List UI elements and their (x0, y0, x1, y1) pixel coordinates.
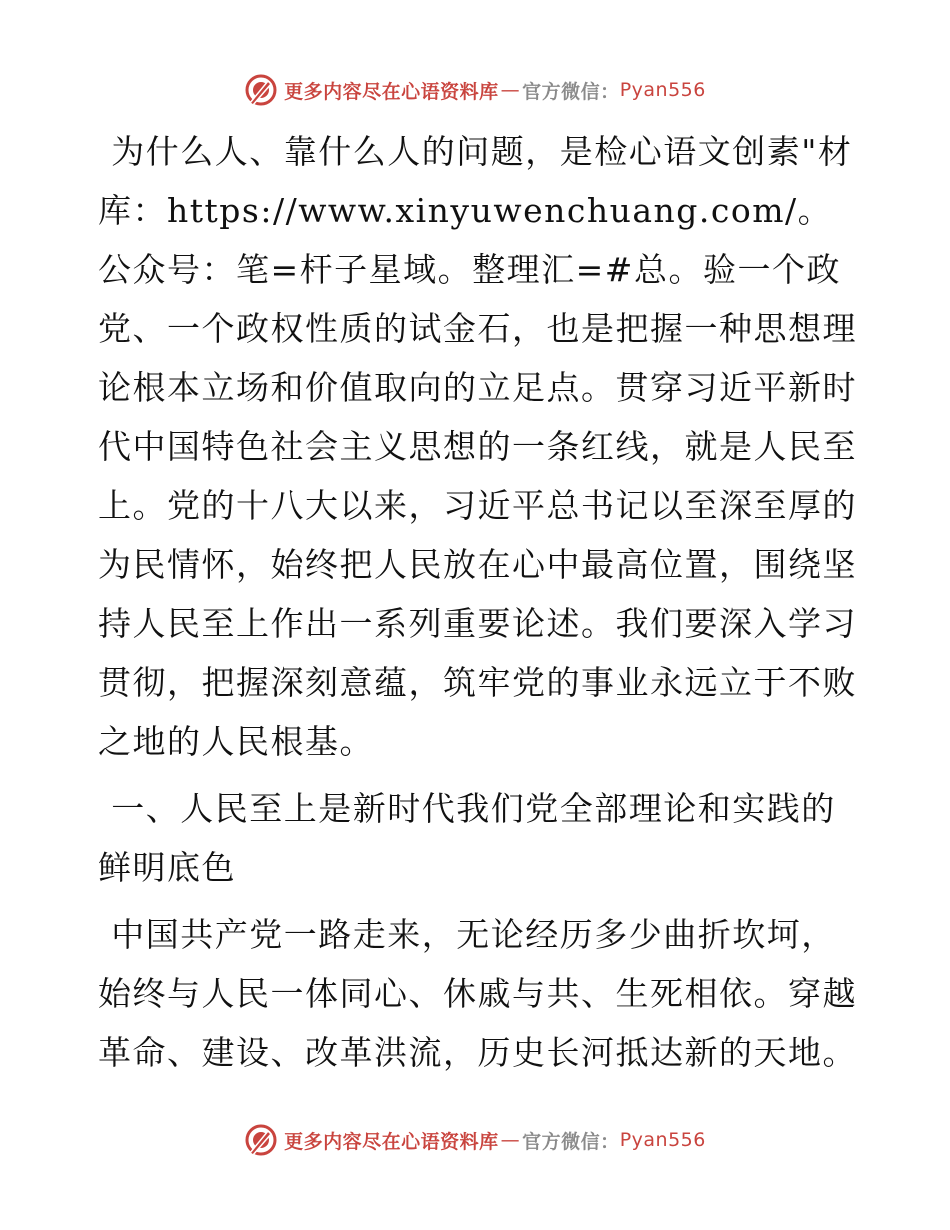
watermark-separator: — (500, 1129, 521, 1151)
header-watermark (0, 70, 950, 110)
paragraph-body: 中国共产党一路走来，无论经历多少曲折坎坷，始终与人民一体同心、休戚与共、生死相依。穿越革命、建设、改革洪流，历史长河抵达新的天地。 (98, 915, 857, 1072)
watermark-label: 官方微信： (522, 80, 620, 103)
watermark-brand: 更多内容尽在心语资料库 (284, 80, 499, 103)
watermark-id: Pyan556 (619, 79, 706, 101)
pen-logo-icon (244, 73, 278, 107)
watermark-separator: — (500, 79, 521, 101)
section-heading: 一、人民至上是新时代我们党全部理论和实践的鲜明底色 (98, 789, 836, 887)
watermark-brand: 更多内容尽在心语资料库 (284, 1130, 499, 1153)
watermark-id: Pyan556 (619, 1129, 706, 1151)
pen-logo-icon (244, 1123, 278, 1157)
paragraph-intro: 为什么人、靠什么人的问题，是检心语文创素"材库：https://www.xinyuwenchuang.com/。公众号：笔=杆子星域。整理汇=#总。验一个政党、一个政权性质的试金石，也是把握一种思想理论根本立场和价值取向的立足点。贯穿习近平新时代中国特色社会主义思想的一条红线，就是人民至上。党的十八大以来，习近平总书记以至深至厚的为民情怀，始终把人民放在心中最高位置，围绕坚持人民至上作出一系列重要论述。我们要深入学习贯彻，把握深刻意蕴，筑牢党的事业永远立于不败之地的人民根基。 (98, 132, 857, 761)
watermark-label: 官方微信： (522, 1130, 620, 1153)
document-body (98, 122, 858, 1082)
footer-watermark (0, 1120, 950, 1160)
